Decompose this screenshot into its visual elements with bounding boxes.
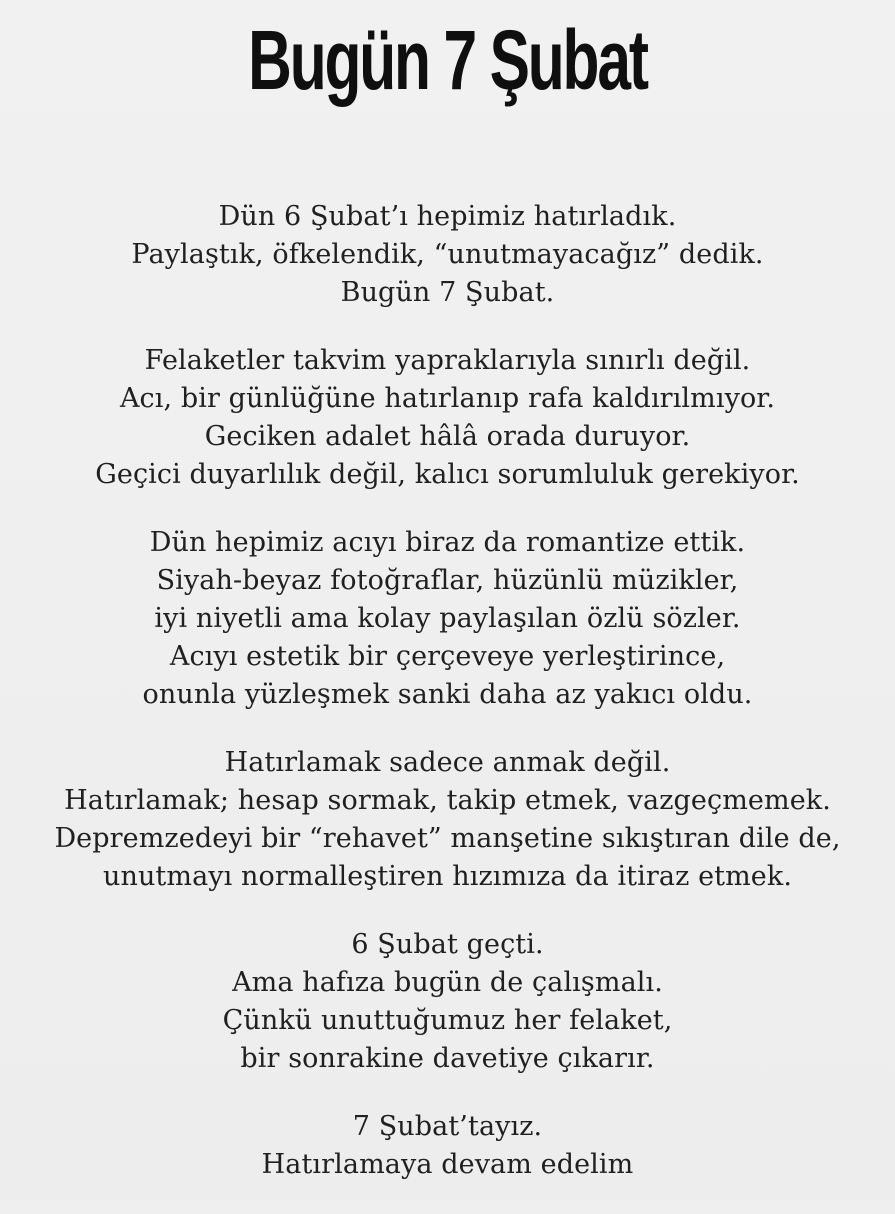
poem-line: iyi niyetli ama kolay paylaşılan özlü sözler. [154,603,741,634]
poem-line: bir sonrakine davetiye çıkarır. [240,1043,655,1074]
poem-line: onunla yüzleşmek sanki daha az yakıcı oldu. [142,679,753,710]
stanza-1 [0,198,895,312]
poem-body [0,198,895,1214]
page-title: Bugün 7 Şubat [248,13,647,107]
stanza-6 [0,1108,895,1184]
poem-line: unutmayı normalleştiren hızımıza da itiraz etmek. [102,861,793,892]
poem-line: Hatırlamaya devam edelim [261,1149,634,1180]
poem-line: Paylaştık, öfkelendik, “unutmayacağız” dedik. [131,239,764,270]
poem-line: Çünkü unuttuğumuz her felaket, [222,1005,673,1036]
stanza-4 [0,744,895,896]
stanza-5 [0,926,895,1078]
poem-line: Bugün 7 Şubat. [340,277,555,308]
poem-line: Felaketler takvim yapraklarıyla sınırlı değil. [144,345,751,376]
poem-line: Dün 6 Şubat’ı hepimiz hatırladık. [218,201,677,232]
poem-line: Depremzedeyi bir “rehavet” manşetine sıkıştıran dile de, [54,823,841,854]
poem-line: 6 Şubat geçti. [351,929,544,960]
poem-line: Geciken adalet hâlâ orada duruyor. [204,421,691,452]
poem-line: Dün hepimiz acıyı biraz da romantize ettik. [149,527,746,558]
poem-line: 7 Şubat’tayız. [352,1111,543,1142]
poem-line: Geçici duyarlılık değil, kalıcı sorumluluk gerekiyor. [95,459,800,490]
poem-line: Siyah-beyaz fotoğraflar, hüzünlü müzikler, [156,565,739,596]
poem-line: Ama hafıza bugün de çalışmalı. [232,967,663,998]
stanza-2 [0,342,895,494]
poem-line: Acı, bir günlüğüne hatırlanıp rafa kaldırılmıyor. [119,383,776,414]
poem-line: Acıyı estetik bir çerçeveye yerleştirince, [169,641,726,672]
poem-line: Hatırlamak sadece anmak değil. [224,747,671,778]
poem-line: Hatırlamak; hesap sormak, takip etmek, vazgeçmemek. [64,785,831,816]
stanza-3 [0,524,895,714]
